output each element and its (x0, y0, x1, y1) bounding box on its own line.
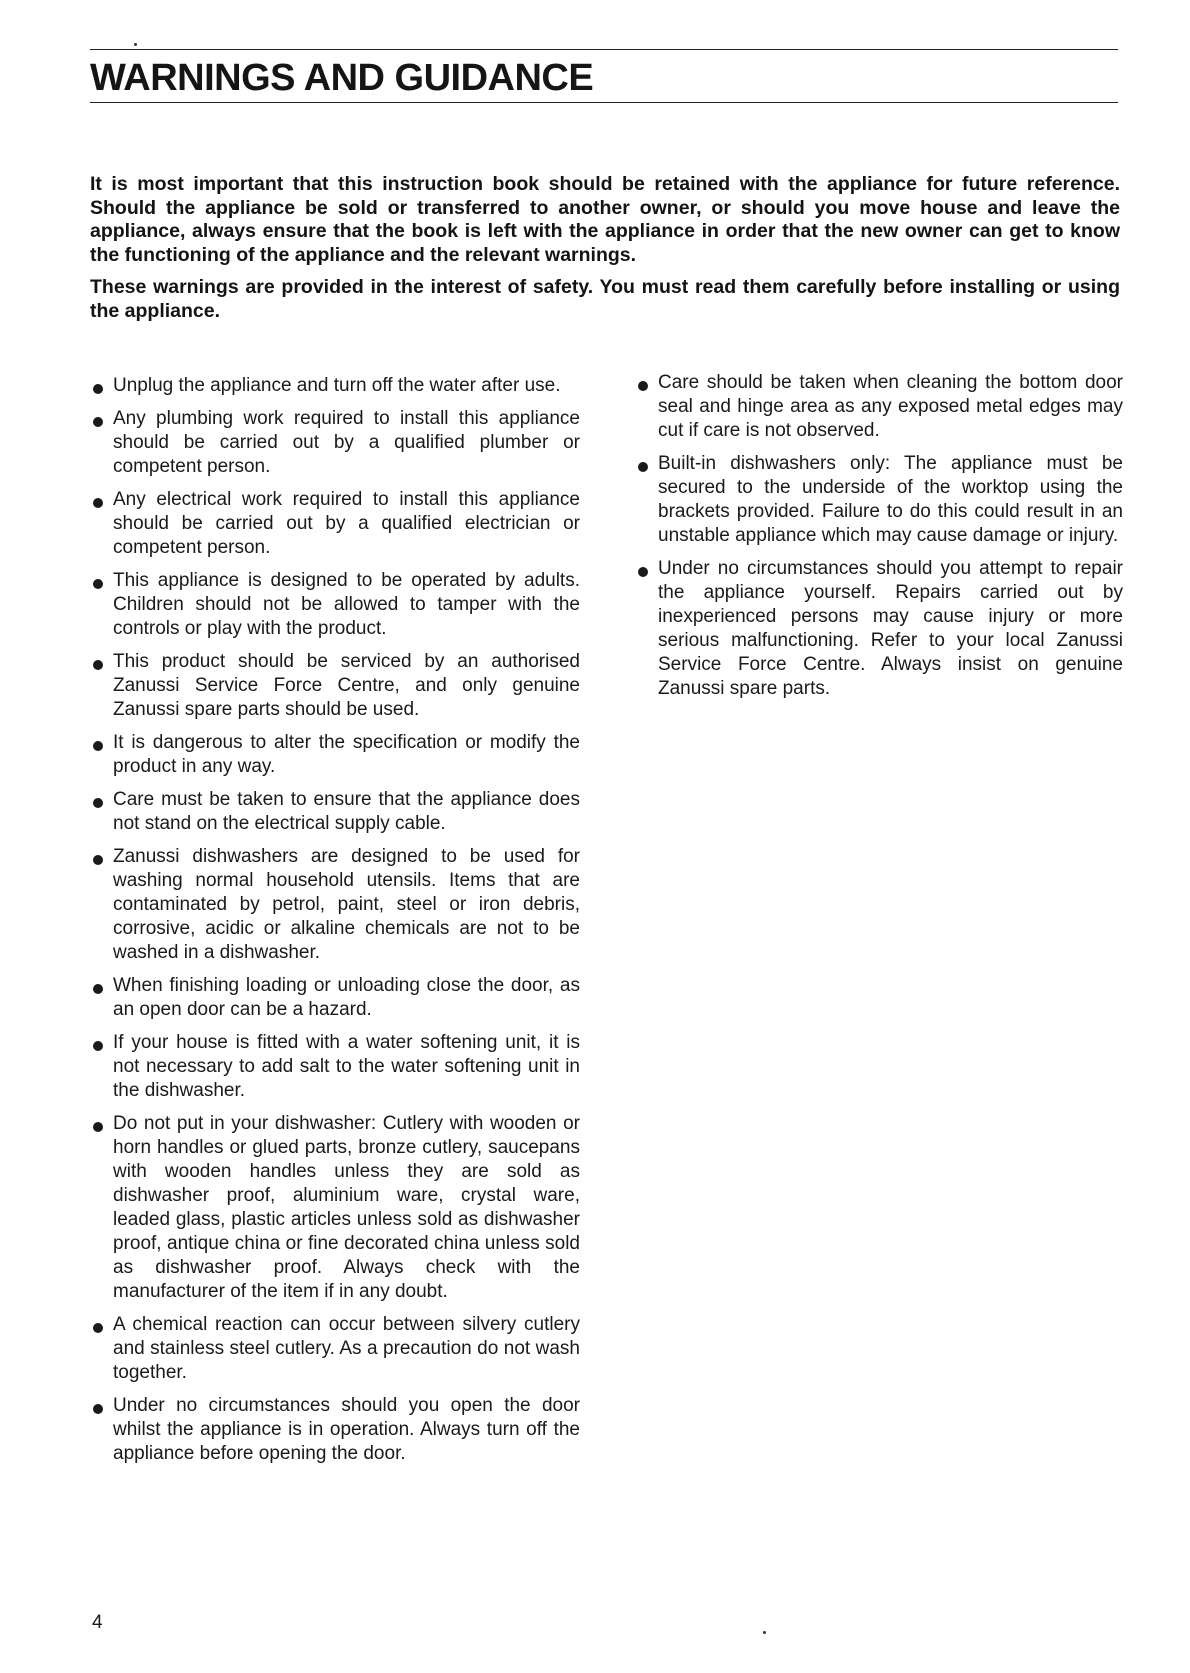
scan-speck (134, 43, 137, 46)
warning-item (635, 371, 1123, 443)
scan-speck (763, 1631, 766, 1634)
bullet-icon (638, 567, 648, 577)
warning-item (90, 569, 580, 641)
title-underline (90, 102, 1118, 103)
warnings-right-column (635, 371, 1123, 710)
bullet-icon (638, 381, 648, 391)
warning-item (90, 788, 580, 836)
warning-text: If your house is fitted with a water softening unit, it is not necessary to add salt to the water softening unit in the dishwasher. (113, 1032, 580, 1101)
warning-item (90, 845, 580, 965)
bullet-icon (93, 1323, 103, 1333)
warning-text: Do not put in your dishwasher: Cutlery with wooden or horn handles or glued parts, bronze cutlery, saucepans with wooden handles unless they are sold as dishwasher proof, aluminium ware, crystal ware, leaded glass, plastic articles unless sold as dishwasher proof, antique china or fine decorated china unless sold as dishwasher proof. Always check with the manufacturer of the item if in any doubt. (113, 1113, 580, 1302)
warning-text: Care should be taken when cleaning the bottom door seal and hinge area as any exposed metal edges may cut if care is not observed. (658, 372, 1123, 441)
bullet-icon (93, 384, 103, 394)
warning-item (90, 407, 580, 479)
page-number: 4 (92, 1612, 103, 1633)
warning-item (90, 1313, 580, 1385)
warning-item (90, 1394, 580, 1466)
warning-text: This product should be serviced by an authorised Zanussi Service Force Centre, and only genuine Zanussi spare parts should be used. (113, 651, 580, 720)
bullet-icon (93, 660, 103, 670)
warning-text: It is dangerous to alter the specification or modify the product in any way. (113, 732, 580, 777)
warning-item (90, 1031, 580, 1103)
top-rule (90, 49, 1118, 50)
warnings-left-column (90, 374, 580, 1475)
warning-text: Unplug the appliance and turn off the water after use. (113, 375, 561, 396)
bullet-icon (93, 741, 103, 751)
page-title: WARNINGS AND GUIDANCE (90, 57, 594, 99)
bullet-icon (93, 1122, 103, 1132)
intro-section (90, 173, 1120, 332)
warning-item (90, 374, 580, 398)
warning-item (90, 1112, 580, 1304)
warning-text: Under no circumstances should you open the door whilst the appliance is in operation. Always turn off the appliance before opening the door. (113, 1395, 580, 1464)
warning-text: Under no circumstances should you attempt to repair the appliance yourself. Repairs carried out by inexperienced persons may cause injury or more serious malfunctioning. Refer to your local Zanussi Service Force Centre. Always insist on genuine Zanussi spare parts. (658, 558, 1123, 699)
intro-paragraph-retain-book: It is most important that this instruction book should be retained with the appliance for future reference. Should the appliance be sold or transferred to another owner, or should you move house and leave the appliance, always ensure that the book is left with the appliance in order that the new owner can get to know the functioning of the appliance and the relevant warnings. (90, 173, 1120, 266)
warning-item (90, 974, 580, 1022)
warning-item (635, 557, 1123, 701)
warning-text: Care must be taken to ensure that the appliance does not stand on the electrical supply cable. (113, 789, 580, 834)
warning-item (90, 488, 580, 560)
bullet-icon (93, 498, 103, 508)
intro-paragraph-safety: These warnings are provided in the interest of safety. You must read them carefully before installing or using the appliance. (90, 276, 1120, 322)
bullet-icon (638, 462, 648, 472)
bullet-icon (93, 855, 103, 865)
warning-text: A chemical reaction can occur between silvery cutlery and stainless steel cutlery. As a precaution do not wash together. (113, 1314, 580, 1383)
bullet-icon (93, 579, 103, 589)
bullet-icon (93, 798, 103, 808)
bullet-icon (93, 1041, 103, 1051)
bullet-icon (93, 417, 103, 427)
bullet-icon (93, 984, 103, 994)
warning-text: Built-in dishwashers only: The appliance must be secured to the underside of the worktop using the brackets provided. Failure to do this could result in an unstable appliance which may cause damage or injury. (658, 453, 1123, 546)
warning-item (90, 731, 580, 779)
warning-text: This appliance is designed to be operated by adults. Children should not be allowed to tamper with the controls or play with the product. (113, 570, 580, 639)
warning-text: Any electrical work required to install this appliance should be carried out by a qualified electrician or competent person. (113, 489, 580, 558)
warning-text: Any plumbing work required to install this appliance should be carried out by a qualified plumber or competent person. (113, 408, 580, 477)
warning-item (635, 452, 1123, 548)
warning-text: When finishing loading or unloading close the door, as an open door can be a hazard. (113, 975, 580, 1020)
warning-item (90, 650, 580, 722)
bullet-icon (93, 1404, 103, 1414)
warning-text: Zanussi dishwashers are designed to be used for washing normal household utensils. Items that are contaminated by petrol, paint, steel or iron debris, corrosive, acidic or alkaline chemicals are not to be washed in a dishwasher. (113, 846, 580, 963)
